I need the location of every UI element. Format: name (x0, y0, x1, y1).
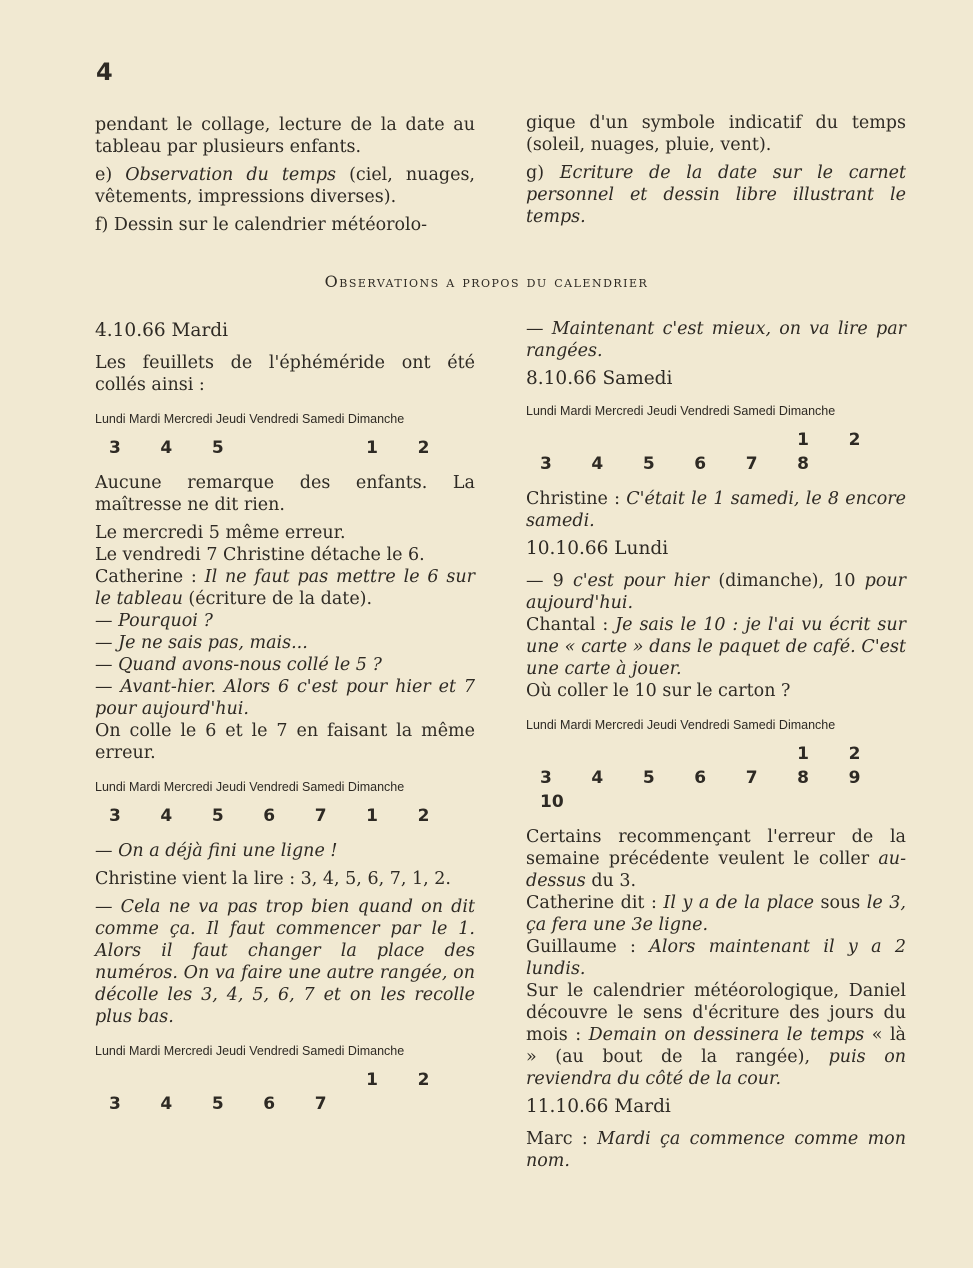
calendar-cell: 7 (745, 768, 758, 788)
paragraph: — On a déjà fini une ligne ! (95, 841, 338, 861)
paragraph: — Avant-hier. Alors 6 c'est pour hier et 7 pour aujourd'hui. (95, 677, 475, 719)
calendar-cell: 3 (109, 1094, 121, 1114)
calendar-cell: 2 (848, 430, 861, 450)
calendar-table (99, 1068, 459, 1116)
calendar-cell: 6 (694, 768, 707, 788)
paragraph: — Je ne sais pas, mais... (95, 633, 308, 653)
paragraph: — 9 c'est pour hier (dimanche), 10 pour aujourd'hui. (526, 571, 907, 613)
calendar-cell: 2 (417, 806, 430, 826)
top-left-column (95, 114, 475, 242)
calendar-cell: 2 (848, 744, 861, 764)
paragraph: — Maintenant c'est mieux, on va lire par rangées. (526, 319, 906, 361)
paragraph: Certains recommençant l'erreur de la semaine précédente veulent le coller au-dessus du 3. (526, 827, 906, 891)
calendar-cell: 3 (109, 806, 121, 826)
paragraph: Catherine : Il ne faut pas mettre le 6 sur le tableau (écriture de la date). (95, 567, 475, 609)
calendar-cell: 6 (263, 1094, 276, 1114)
calendar-table (99, 804, 459, 828)
calendar-cell: 5 (642, 454, 655, 474)
calendar-cell (305, 436, 356, 460)
paragraph: — Pourquoi ? (95, 611, 213, 631)
calendar-cell: 6 (263, 806, 276, 826)
paragraph: Sur le calendrier météorologique, Daniel découvre le sens d'écriture des jours du mois : Demain on dessinera le temps « là » (au bout de la rangée), puis on reviendra du côté de la cour. (526, 981, 907, 1089)
paragraph: g) Ecriture de la date sur le carnet personnel et dessin libre illustrant le temps. (526, 163, 907, 227)
days-header: Lundi Mardi Mercredi Jeudi Vendredi Samedi Dimanche (95, 1044, 405, 1058)
paragraph: Guillaume : Alors maintenant il y a 2 lundis. (526, 937, 906, 979)
calendar-cell (736, 790, 787, 814)
paragraph: Catherine dit : Il y a de la place sous le 3, ça fera une 3e ligne. (526, 893, 906, 935)
calendar-cell: 9 (848, 768, 861, 788)
calendar-cell: 4 (160, 438, 173, 458)
calendar-table (99, 436, 459, 460)
section-title: Observations a propos du calendrier (324, 272, 649, 291)
paragraph: Christine : C'était le 1 samedi, le 8 encore samedi. (526, 489, 906, 531)
calendar-cell: 1 (366, 1070, 378, 1090)
calendar-cell: 1 (366, 806, 378, 826)
calendar-cell (530, 742, 581, 766)
calendar-cell: 1 (366, 438, 378, 458)
calendar-cell (839, 790, 890, 814)
calendar-cell: 4 (160, 1094, 173, 1114)
left-column (95, 320, 475, 1128)
calendar-cell (684, 790, 735, 814)
calendar-cell: 7 (314, 1094, 327, 1114)
calendar-cell: 2 (417, 438, 430, 458)
top-right-column (526, 112, 906, 234)
paragraph: gique d'un symbole indicatif du temps (soleil, nuages, pluie, vent). (526, 113, 906, 155)
calendar-cell: 10 (540, 792, 564, 812)
paragraph: Christine vient la lire : 3, 4, 5, 6, 7, 1, 2. (95, 869, 451, 889)
calendar-cell (633, 742, 684, 766)
calendar-cell: 5 (211, 1094, 224, 1114)
calendar-table (530, 742, 890, 814)
paragraph: On colle le 6 et le 7 en faisant la même erreur. (95, 721, 475, 763)
calendar-cell (633, 790, 684, 814)
calendar-cell (787, 790, 838, 814)
paragraph: — Quand avons-nous collé le 5 ? (95, 655, 382, 675)
paragraph: f) Dessin sur le calendrier météorolo- (95, 215, 428, 235)
calendar-cell (581, 742, 632, 766)
calendar-cell (581, 428, 632, 452)
calendar-cell: 3 (540, 454, 552, 474)
calendar-cell: 5 (211, 438, 224, 458)
calendar-cell: 8 (797, 768, 809, 788)
date-heading: 10.10.66 Lundi (526, 538, 669, 559)
days-header: Lundi Mardi Mercredi Jeudi Vendredi Samedi Dimanche (95, 780, 405, 794)
paragraph: Le mercredi 5 même erreur. (95, 523, 346, 543)
calendar-table (530, 428, 890, 476)
calendar-cell (736, 742, 787, 766)
calendar-cell (736, 428, 787, 452)
paragraph: e) Observation du temps (ciel, nuages, vêtements, impressions diverses). (95, 165, 475, 207)
calendar-cell (581, 790, 632, 814)
calendar-cell (99, 1068, 150, 1092)
calendar-cell (305, 1068, 356, 1092)
right-column (526, 318, 906, 1178)
calendar-cell: 7 (745, 454, 758, 474)
calendar-cell (633, 428, 684, 452)
date-heading: 11.10.66 Mardi (526, 1096, 671, 1117)
paragraph: Les feuillets de l'éphéméride ont été collés ainsi : (95, 353, 475, 395)
calendar-cell (253, 436, 304, 460)
paragraph: Marc : Mardi ça commence comme mon nom. (526, 1129, 906, 1171)
calendar-cell (839, 452, 890, 476)
days-header: Lundi Mardi Mercredi Jeudi Vendredi Samedi Dimanche (526, 404, 836, 418)
calendar-cell: 3 (109, 438, 121, 458)
paragraph: Chantal : Je sais le 10 : je l'ai vu écrit sur une « carte » dans le paquet de café. C'est une carte à jouer. (526, 615, 906, 679)
date-heading: 4.10.66 Mardi (95, 320, 229, 341)
calendar-cell: 2 (417, 1070, 430, 1090)
calendar-cell: 5 (642, 768, 655, 788)
calendar-cell: 4 (591, 454, 604, 474)
calendar-cell (408, 1092, 459, 1116)
calendar-cell: 8 (797, 454, 809, 474)
calendar-cell (684, 742, 735, 766)
paragraph: — Cela ne va pas trop bien quand on dit comme ça. Il faut commencer par le 1. Alors il faut changer la place des numéros. On va faire une autre rangée, on décolle les 3, 4, 5, 6, 7 et on les recolle plus bas. (95, 897, 475, 1027)
days-header: Lundi Mardi Mercredi Jeudi Vendredi Samedi Dimanche (526, 718, 836, 732)
calendar-cell (150, 1068, 201, 1092)
calendar-cell: 4 (591, 768, 604, 788)
paragraph: pendant le collage, lecture de la date au tableau par plusieurs enfants. (95, 115, 475, 157)
days-header: Lundi Mardi Mercredi Jeudi Vendredi Samedi Dimanche (95, 412, 405, 426)
paragraph: Le vendredi 7 Christine détache le 6. (95, 545, 425, 565)
paragraph: Où coller le 10 sur le carton ? (526, 681, 791, 701)
paragraph: Aucune remarque des enfants. La maîtresse ne dit rien. (95, 473, 475, 515)
calendar-cell: 7 (314, 806, 327, 826)
calendar-cell (530, 428, 581, 452)
date-heading: 8.10.66 Samedi (526, 368, 673, 389)
calendar-cell: 4 (160, 806, 173, 826)
calendar-cell: 3 (540, 768, 552, 788)
page-number: 4 (96, 58, 113, 86)
calendar-cell (253, 1068, 304, 1092)
calendar-cell: 1 (797, 744, 809, 764)
calendar-cell: 5 (211, 806, 224, 826)
calendar-cell (202, 1068, 253, 1092)
calendar-cell: 1 (797, 430, 809, 450)
calendar-cell (684, 428, 735, 452)
calendar-cell: 6 (694, 454, 707, 474)
calendar-cell (356, 1092, 407, 1116)
